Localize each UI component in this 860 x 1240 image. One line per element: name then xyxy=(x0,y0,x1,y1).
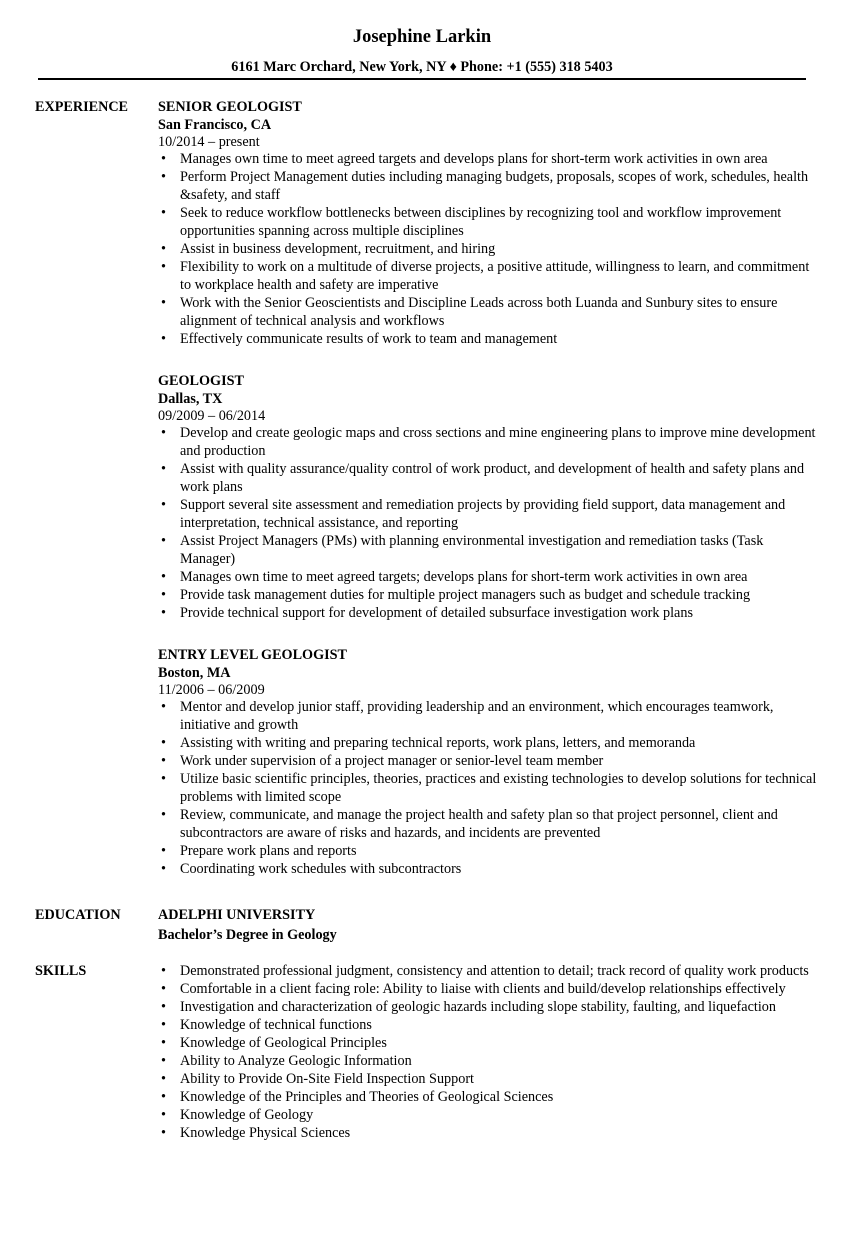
job-title: SENIOR GEOLOGIST xyxy=(158,99,302,115)
duty-item: • Flexibility to work on a multitude of diverse projects, a positive attitude, willingness to learn, and commitment to workplace health and safety are imperative xyxy=(158,258,818,294)
job-location: San Francisco, CA xyxy=(158,117,272,133)
duty-item: • Utilize basic scientific principles, theories, practices and existing technologies to develop solutions for technical problems with limited scope xyxy=(158,770,818,806)
duty-item: • Provide task management duties for multiple project managers such as budget and schedule tracking xyxy=(158,586,818,604)
header-divider xyxy=(38,78,806,80)
school-name: ADELPHI UNIVERSITY xyxy=(158,907,316,923)
skill-item: • Ability to Analyze Geologic Information xyxy=(158,1052,818,1070)
resume-header xyxy=(38,26,806,76)
skill-item: • Investigation and characterization of geologic hazards including slope stability, faulting, and liquefaction xyxy=(158,998,818,1016)
degree-name: Bachelor’s Degree in Geology xyxy=(158,927,337,943)
skill-item: • Demonstrated professional judgment, consistency and attention to detail; track record of quality work products xyxy=(158,962,818,980)
duty-item: • Work with the Senior Geoscientists and Discipline Leads across both Luanda and Sunbury sites to ensure alignment of technical analysis and workflows xyxy=(158,294,818,330)
duty-item: • Develop and create geologic maps and cross sections and mine engineering plans to improve mine development and production xyxy=(158,424,818,460)
job-entry-geologist xyxy=(158,372,818,622)
job-dates: 11/2006 – 06/2009 xyxy=(158,682,265,698)
duty-item: • Work under supervision of a project manager or senior-level team member xyxy=(158,752,818,770)
duty-item: • Manages own time to meet agreed targets; develops plans for short-term work activities in own area xyxy=(158,568,818,586)
skill-item: • Knowledge of Geology xyxy=(158,1106,818,1124)
duty-item: • Assist in business development, recruitment, and hiring xyxy=(158,240,818,258)
job-entry-entry-level-geologist xyxy=(158,646,818,878)
job-location: Dallas, TX xyxy=(158,391,223,407)
section-label-education: EDUCATION xyxy=(35,907,121,923)
duty-item: • Assist Project Managers (PMs) with planning environmental investigation and remediation tasks (Task Manager) xyxy=(158,532,818,568)
duty-item: • Mentor and develop junior staff, providing leadership and an environment, which encourages teamwork, initiative and growth xyxy=(158,698,818,734)
duty-item: • Assist with quality assurance/quality control of work product, and development of health and safety plans and work plans xyxy=(158,460,818,496)
duty-item: • Manages own time to meet agreed targets and develops plans for short-term work activities in own area xyxy=(158,150,818,168)
job-duties-list xyxy=(158,698,818,878)
skill-item: • Knowledge Physical Sciences xyxy=(158,1124,818,1142)
job-location: Boston, MA xyxy=(158,665,231,681)
duty-item: • Prepare work plans and reports xyxy=(158,842,818,860)
skills-entry xyxy=(158,962,818,1142)
duty-item: • Provide technical support for development of detailed subsurface investigation work plans xyxy=(158,604,818,622)
duty-item: • Coordinating work schedules with subcontractors xyxy=(158,860,818,878)
skill-item: • Knowledge of technical functions xyxy=(158,1016,818,1034)
job-entry-senior-geologist xyxy=(158,98,818,348)
duty-item: • Perform Project Management duties including managing budgets, proposals, scopes of work, schedules, health &safety, and staff xyxy=(158,168,818,204)
job-dates: 10/2014 – present xyxy=(158,134,260,150)
duty-item: • Assisting with writing and preparing technical reports, work plans, letters, and memoranda xyxy=(158,734,818,752)
duty-item: • Review, communicate, and manage the project health and safety plan so that project personnel, client and subcontractors are aware of risks and hazards, and incidents are prevented xyxy=(158,806,818,842)
candidate-name: Josephine Larkin xyxy=(352,27,492,47)
duty-item: • Seek to reduce workflow bottlenecks between disciplines by recognizing tool and workflow improvement opportunities spanning across multiple disciplines xyxy=(158,204,818,240)
section-label-skills: SKILLS xyxy=(35,963,87,979)
job-title: ENTRY LEVEL GEOLOGIST xyxy=(158,647,347,663)
skill-item: • Ability to Provide On-Site Field Inspection Support xyxy=(158,1070,818,1088)
duty-item: • Effectively communicate results of work to team and management xyxy=(158,330,818,348)
job-duties-list xyxy=(158,424,818,622)
job-title: GEOLOGIST xyxy=(158,373,244,389)
duty-item: • Support several site assessment and remediation projects by providing field support, data management and interpretation, technical assistance, and reporting xyxy=(158,496,818,532)
job-duties-list xyxy=(158,150,818,348)
skills-list xyxy=(158,962,818,1142)
skill-item: • Knowledge of Geological Principles xyxy=(158,1034,818,1052)
section-label-experience: EXPERIENCE xyxy=(35,99,129,115)
skill-item: • Knowledge of the Principles and Theories of Geological Sciences xyxy=(158,1088,818,1106)
skill-item: • Comfortable in a client facing role: Ability to liaise with clients and build/develop relationships effectively xyxy=(158,980,818,998)
education-entry xyxy=(158,906,818,944)
contact-line: 6161 Marc Orchard, New York, NY ♦ Phone: +1 (555) 318 5403 xyxy=(231,59,613,75)
job-dates: 09/2009 – 06/2014 xyxy=(158,408,266,424)
